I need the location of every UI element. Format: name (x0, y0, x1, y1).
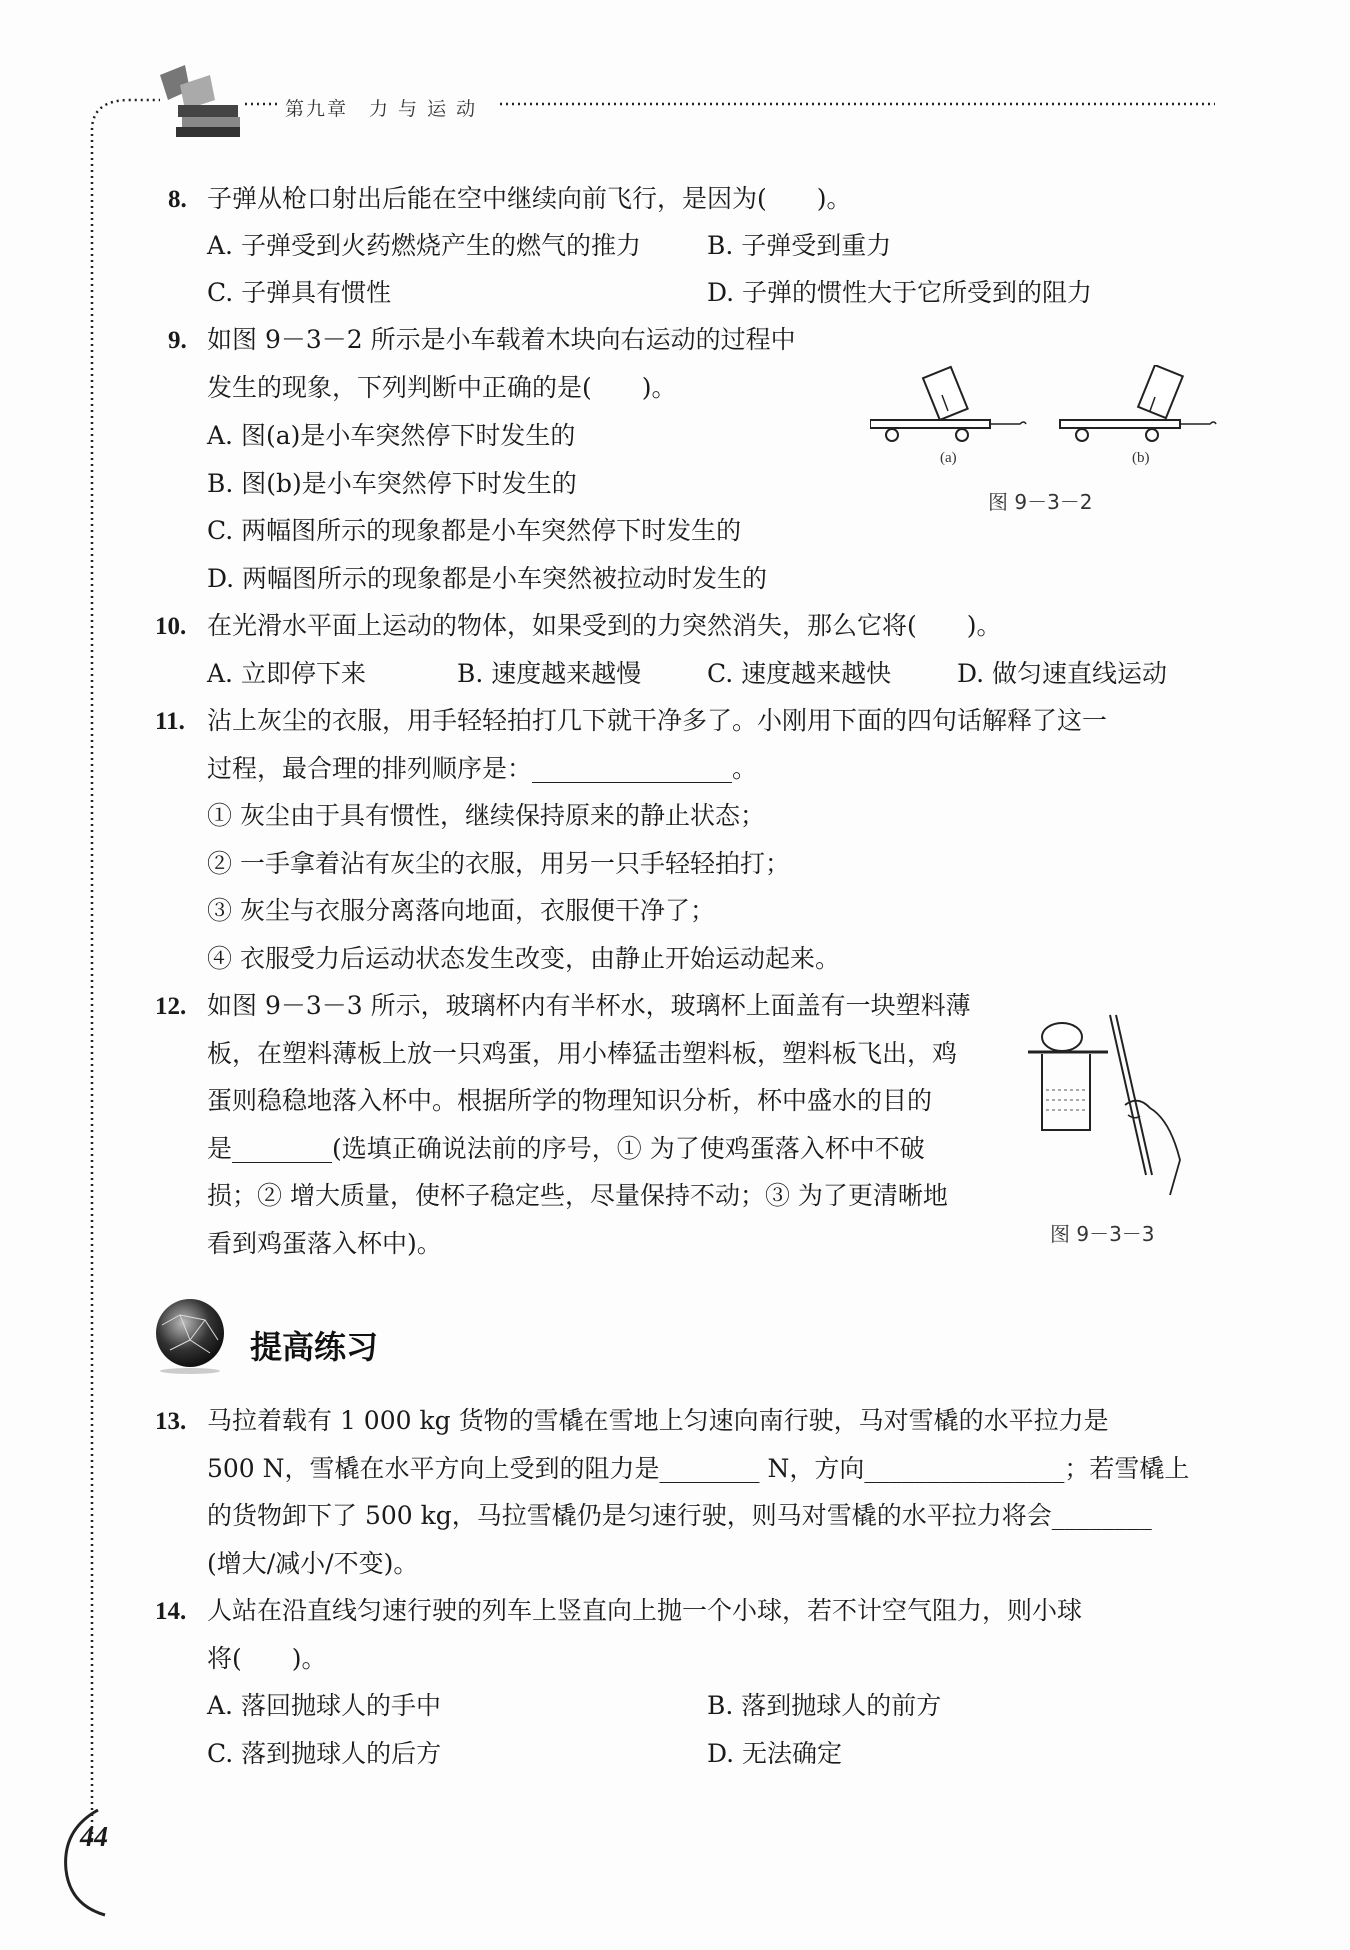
cart-b-diagram (1060, 365, 1216, 441)
question-stem: 如图 9－3－2 所示是小车载着木块向右运动的过程中 (207, 325, 796, 354)
option-d: D. 无法确定 (707, 1739, 843, 1768)
figure-a-label: (a) (940, 450, 957, 466)
option-a: A. 立即停下来 (207, 659, 366, 688)
figure-caption: 图 9－3－3 (1050, 1222, 1155, 1246)
option-a: A. 子弹受到火药燃烧产生的燃气的推力 (207, 231, 641, 260)
statement-3: ③ 灰尘与衣服分离落向地面，衣服便干净了； (207, 896, 715, 925)
question-text: 损；② 增大质量，使杯子稳定些，尽量保持不动；③ 为了更清晰地 (207, 1181, 948, 1210)
option-a: A. 图(a)是小车突然停下时发生的 (207, 421, 576, 450)
option-d: D. 做匀速直线运动 (957, 659, 1168, 688)
option-c: C. 两幅图所示的现象都是小车突然停下时发生的 (207, 516, 742, 545)
question-number: 9. (168, 327, 187, 354)
question-text: 看到鸡蛋落入杯中)。 (207, 1229, 442, 1258)
question-stem: 发生的现象，下列判断中正确的是( )。 (207, 373, 677, 402)
question-stem: 在光滑水平面上运动的物体，如果受到的力突然消失，那么它将( )。 (207, 611, 1002, 640)
question-text: 将( )。 (207, 1644, 327, 1673)
option-a: A. 落回抛球人的手中 (207, 1691, 441, 1720)
option-b: B. 图(b)是小车突然停下时发生的 (207, 469, 577, 498)
figure-caption: 图 9－3－2 (988, 490, 1093, 514)
question-stem: 过程，最合理的排列顺序是：________________。 (207, 754, 758, 783)
option-b: B. 子弹受到重力 (707, 231, 892, 260)
question-text: 如图 9－3－3 所示，玻璃杯内有半杯水，玻璃杯上面盖有一块塑料薄 (207, 991, 971, 1020)
option-c: C. 速度越来越快 (707, 659, 892, 688)
egg-glass-figure (1020, 1010, 1200, 1210)
figure-b-label: (b) (1132, 450, 1150, 466)
page-number: 44 (80, 1822, 108, 1853)
question-text: (增大/减小/不变)。 (207, 1549, 419, 1578)
option-d: D. 两幅图所示的现象都是小车突然被拉动时发生的 (207, 564, 768, 593)
question-stem: 子弹从枪口射出后能在空中继续向前飞行，是因为( )。 (207, 184, 852, 213)
question-text: 蛋则稳稳地落入杯中。根据所学的物理知识分析，杯中盛水的目的 (207, 1086, 933, 1115)
option-d: D. 子弹的惯性大于它所受到的阻力 (707, 278, 1093, 307)
question-text: 500 N，雪橇在水平方向上受到的阻力是________ N，方向________________；若雪橇上 (207, 1454, 1190, 1483)
globe-icon (150, 1295, 230, 1375)
question-text: 的货物卸下了 500 kg，马拉雪橇仍是匀速行驶，则马对雪橇的水平拉力将会________ (207, 1501, 1152, 1530)
book-stack-icon (150, 60, 250, 140)
option-b: B. 速度越来越慢 (457, 659, 642, 688)
option-c: C. 子弹具有惯性 (207, 278, 392, 307)
question-number: 8. (168, 186, 187, 213)
question-text: 人站在沿直线匀速行驶的列车上竖直向上抛一个小球，若不计空气阻力，则小球 (207, 1596, 1083, 1625)
question-number: 12. (155, 993, 187, 1020)
question-text: 马拉着载有 1 000 kg 货物的雪橇在雪地上匀速向南行驶，马对雪橇的水平拉力是 (207, 1406, 1109, 1435)
chapter-header: 第九章 力 与 运 动 (285, 98, 478, 120)
statement-2: ② 一手拿着沾有灰尘的衣服，用另一只手轻轻拍打； (207, 849, 790, 878)
question-text: 是________(选填正确说法前的序号，① 为了使鸡蛋落入杯中不破 (207, 1134, 925, 1163)
question-number: 14. (155, 1598, 187, 1625)
question-stem: 沾上灰尘的衣服，用手轻轻拍打几下就干净多了。小刚用下面的四句话解释了这一 (207, 706, 1108, 735)
question-number: 10. (155, 613, 187, 640)
statement-4: ④ 衣服受力后运动状态发生改变，由静止开始运动起来。 (207, 944, 840, 973)
cart-block-figure (870, 365, 1220, 450)
question-number: 13. (155, 1408, 187, 1435)
section-title: 提高练习 (250, 1328, 379, 1366)
question-text: 板，在塑料薄板上放一只鸡蛋，用小棒猛击塑料板，塑料板飞出，鸡 (207, 1039, 958, 1068)
statement-1: ① 灰尘由于具有惯性，继续保持原来的静止状态； (207, 801, 765, 830)
option-c: C. 落到抛球人的后方 (207, 1739, 442, 1768)
cart-a-diagram (870, 367, 1026, 441)
option-b: B. 落到抛球人的前方 (707, 1691, 942, 1720)
question-number: 11. (155, 708, 185, 735)
